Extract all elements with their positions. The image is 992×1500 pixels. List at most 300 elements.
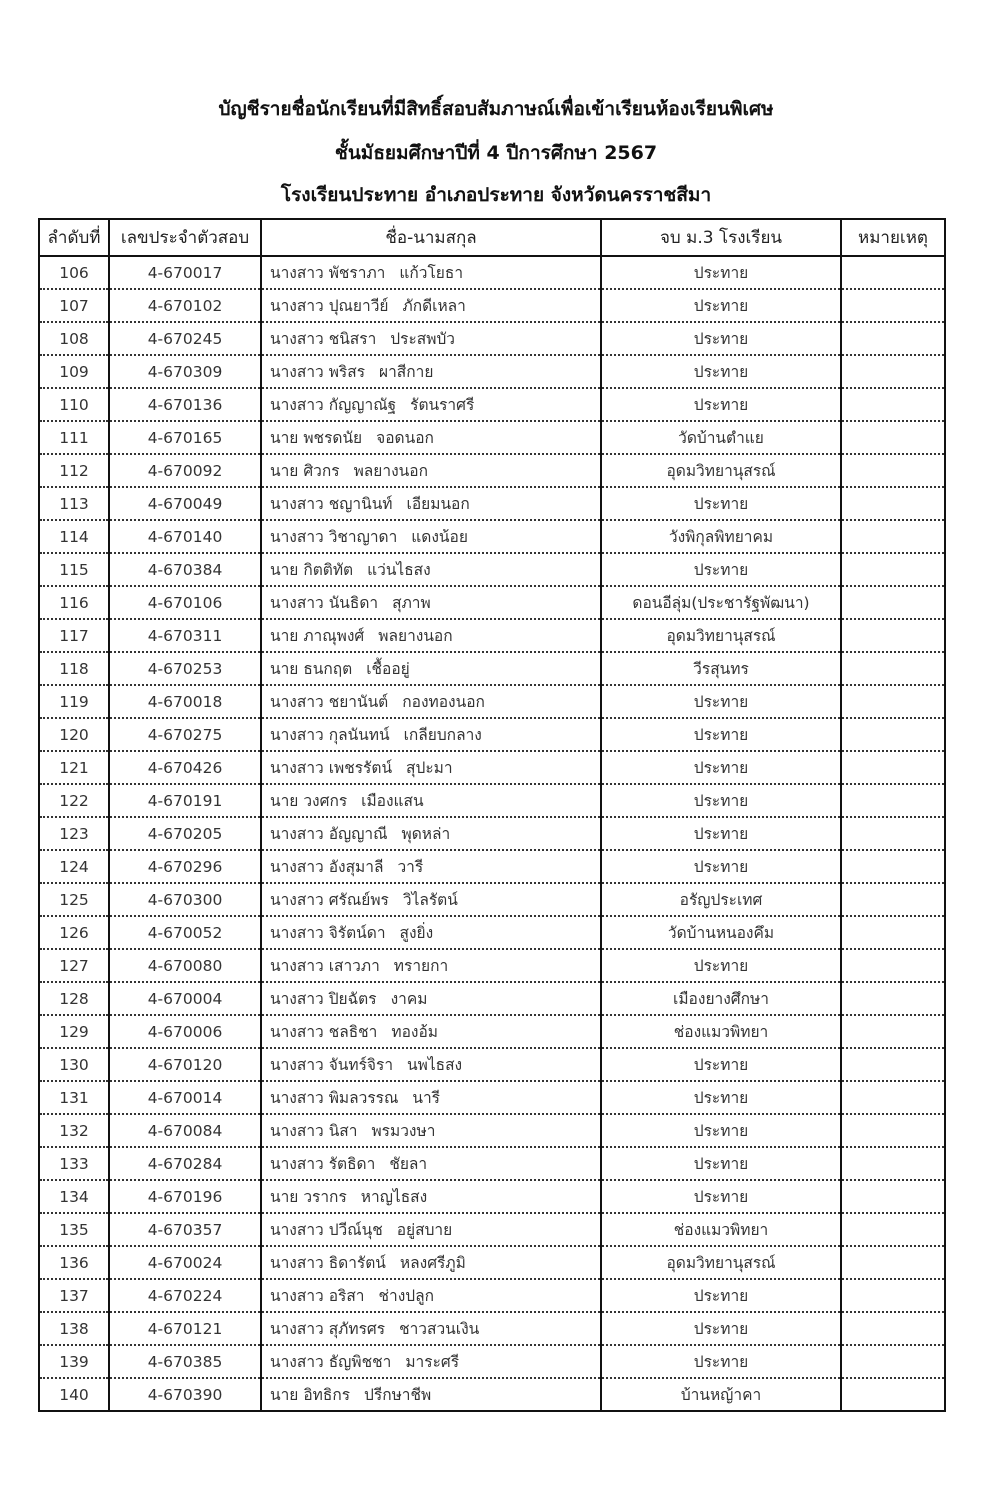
last-name: แดงน้อย bbox=[411, 528, 468, 546]
last-name: พุดหล่า bbox=[401, 825, 451, 843]
first-name: นันธิดา bbox=[328, 594, 379, 612]
name-prefix: นาย bbox=[270, 561, 299, 579]
order-no-cell: 121 bbox=[39, 751, 109, 784]
first-name: ธัญพิชชา bbox=[328, 1353, 392, 1371]
remarks-cell bbox=[841, 289, 945, 322]
last-name: ช่างปลูก bbox=[378, 1287, 435, 1305]
full-name-cell bbox=[261, 1147, 601, 1180]
exam-id-cell: 4-670006 bbox=[109, 1015, 261, 1048]
exam-id-cell: 4-670004 bbox=[109, 982, 261, 1015]
previous-school-cell: ประทาย bbox=[601, 784, 841, 817]
previous-school-cell: ประทาย bbox=[601, 322, 841, 355]
first-name: พชรดนัย bbox=[303, 429, 363, 447]
exam-id-cell: 4-670275 bbox=[109, 718, 261, 751]
remarks-cell bbox=[841, 586, 945, 619]
table-row bbox=[39, 553, 945, 586]
header-full-name: ชื่อ-นามสกุล bbox=[261, 219, 601, 256]
order-no-cell: 133 bbox=[39, 1147, 109, 1180]
exam-id-cell: 4-670017 bbox=[109, 256, 261, 289]
name-prefix: นางสาว bbox=[270, 1320, 324, 1338]
remarks-cell bbox=[841, 256, 945, 289]
remarks-cell bbox=[841, 520, 945, 553]
name-prefix: นางสาว bbox=[270, 1353, 324, 1371]
previous-school-cell: ประทาย bbox=[601, 487, 841, 520]
previous-school-cell: ช่องแมวพิทยา bbox=[601, 1015, 841, 1048]
exam-id-cell: 4-670120 bbox=[109, 1048, 261, 1081]
table-row bbox=[39, 454, 945, 487]
name-prefix: นางสาว bbox=[270, 528, 324, 546]
previous-school-cell: ประทาย bbox=[601, 553, 841, 586]
table-row bbox=[39, 586, 945, 619]
first-name: วิชาญาดา bbox=[328, 528, 398, 546]
exam-id-cell: 4-670092 bbox=[109, 454, 261, 487]
table-header-row bbox=[39, 219, 945, 256]
last-name: สูงยิ่ง bbox=[399, 924, 434, 942]
previous-school-cell: บ้านหญ้าคา bbox=[601, 1378, 841, 1411]
table-row bbox=[39, 652, 945, 685]
last-name: จอดนอก bbox=[376, 429, 434, 447]
order-no-cell: 119 bbox=[39, 685, 109, 718]
first-name: ชญานินท์ bbox=[328, 495, 393, 513]
order-no-cell: 107 bbox=[39, 289, 109, 322]
order-no-cell: 126 bbox=[39, 916, 109, 949]
last-name: แก้วโยธา bbox=[399, 264, 464, 282]
name-prefix: นางสาว bbox=[270, 330, 324, 348]
table-row bbox=[39, 1246, 945, 1279]
first-name: อริสา bbox=[328, 1287, 365, 1305]
order-no-cell: 138 bbox=[39, 1312, 109, 1345]
previous-school-cell: อรัญประเทศ bbox=[601, 883, 841, 916]
remarks-cell bbox=[841, 322, 945, 355]
first-name: พริสร bbox=[328, 363, 366, 381]
last-name: ผาสีกาย bbox=[379, 363, 434, 381]
table-row bbox=[39, 718, 945, 751]
last-name: นพไธสง bbox=[407, 1056, 463, 1074]
previous-school-cell: เมืองยางศึกษา bbox=[601, 982, 841, 1015]
table-row bbox=[39, 751, 945, 784]
last-name: ประสพบัว bbox=[390, 330, 456, 348]
header-exam-id: เลขประจำตัวสอบ bbox=[109, 219, 261, 256]
previous-school-cell: อุดมวิทยานุสรณ์ bbox=[601, 1246, 841, 1279]
previous-school-cell: ประทาย bbox=[601, 256, 841, 289]
order-no-cell: 139 bbox=[39, 1345, 109, 1378]
exam-id-cell: 4-670196 bbox=[109, 1180, 261, 1213]
table-row bbox=[39, 1147, 945, 1180]
full-name-cell bbox=[261, 817, 601, 850]
previous-school-cell: ประทาย bbox=[601, 850, 841, 883]
exam-id-cell: 4-670253 bbox=[109, 652, 261, 685]
first-name: ชยานันต์ bbox=[328, 693, 389, 711]
first-name: วงศกร bbox=[303, 792, 348, 810]
last-name: ทรายกา bbox=[393, 957, 449, 975]
table-row bbox=[39, 1180, 945, 1213]
name-prefix: นางสาว bbox=[270, 726, 324, 744]
first-name: ชลธิชา bbox=[328, 1023, 378, 1041]
previous-school-cell: วัดบ้านหนองคึม bbox=[601, 916, 841, 949]
exam-id-cell: 4-670284 bbox=[109, 1147, 261, 1180]
full-name-cell bbox=[261, 619, 601, 652]
order-no-cell: 112 bbox=[39, 454, 109, 487]
table-row bbox=[39, 1081, 945, 1114]
first-name: จันทร์จิรา bbox=[328, 1056, 394, 1074]
remarks-cell bbox=[841, 454, 945, 487]
remarks-cell bbox=[841, 619, 945, 652]
order-no-cell: 125 bbox=[39, 883, 109, 916]
order-no-cell: 110 bbox=[39, 388, 109, 421]
full-name-cell bbox=[261, 1180, 601, 1213]
name-prefix: นางสาว bbox=[270, 1056, 324, 1074]
full-name-cell bbox=[261, 421, 601, 454]
table-row bbox=[39, 487, 945, 520]
name-prefix: นางสาว bbox=[270, 495, 324, 513]
table-row bbox=[39, 1213, 945, 1246]
first-name: ศิวกร bbox=[303, 462, 340, 480]
last-name: วิไลรัตน์ bbox=[402, 891, 458, 909]
exam-id-cell: 4-670052 bbox=[109, 916, 261, 949]
full-name-cell bbox=[261, 586, 601, 619]
exam-id-cell: 4-670049 bbox=[109, 487, 261, 520]
full-name-cell bbox=[261, 355, 601, 388]
order-no-cell: 123 bbox=[39, 817, 109, 850]
full-name-cell bbox=[261, 1279, 601, 1312]
full-name-cell bbox=[261, 487, 601, 520]
last-name: อยู่สบาย bbox=[396, 1221, 453, 1239]
first-name: อัญญาณี bbox=[328, 825, 388, 843]
name-prefix: นางสาว bbox=[270, 759, 324, 777]
first-name: ธิดารัตน์ bbox=[328, 1254, 386, 1272]
order-no-cell: 129 bbox=[39, 1015, 109, 1048]
table-row bbox=[39, 685, 945, 718]
name-prefix: นางสาว bbox=[270, 396, 324, 414]
first-name: กิตติทัต bbox=[303, 561, 354, 579]
last-name: กองทองนอก bbox=[402, 693, 485, 711]
remarks-cell bbox=[841, 1180, 945, 1213]
previous-school-cell: อุดมวิทยานุสรณ์ bbox=[601, 454, 841, 487]
full-name-cell bbox=[261, 685, 601, 718]
previous-school-cell: ประทาย bbox=[601, 685, 841, 718]
previous-school-cell: ประทาย bbox=[601, 1345, 841, 1378]
remarks-cell bbox=[841, 1081, 945, 1114]
exam-id-cell: 4-670018 bbox=[109, 685, 261, 718]
previous-school-cell: วังพิกุลพิทยาคม bbox=[601, 520, 841, 553]
exam-id-cell: 4-670140 bbox=[109, 520, 261, 553]
exam-id-cell: 4-670136 bbox=[109, 388, 261, 421]
full-name-cell bbox=[261, 949, 601, 982]
first-name: ปิยฉัตร bbox=[328, 990, 377, 1008]
order-no-cell: 140 bbox=[39, 1378, 109, 1411]
order-no-cell: 128 bbox=[39, 982, 109, 1015]
exam-id-cell: 4-670014 bbox=[109, 1081, 261, 1114]
last-name: เอียมนอก bbox=[406, 495, 470, 513]
table-row bbox=[39, 916, 945, 949]
remarks-cell bbox=[841, 421, 945, 454]
header-order-no: ลำดับที่ bbox=[39, 219, 109, 256]
first-name: อิทธิกร bbox=[303, 1386, 351, 1404]
previous-school-cell: ช่องแมวพิทยา bbox=[601, 1213, 841, 1246]
order-no-cell: 124 bbox=[39, 850, 109, 883]
name-prefix: นาย bbox=[270, 1188, 299, 1206]
name-prefix: นาย bbox=[270, 429, 299, 447]
remarks-cell bbox=[841, 1312, 945, 1345]
previous-school-cell: ประทาย bbox=[601, 355, 841, 388]
table-row bbox=[39, 1345, 945, 1378]
name-prefix: นางสาว bbox=[270, 990, 324, 1008]
previous-school-cell: ประทาย bbox=[601, 1312, 841, 1345]
table-row bbox=[39, 949, 945, 982]
name-prefix: นางสาว bbox=[270, 693, 324, 711]
full-name-cell bbox=[261, 1246, 601, 1279]
remarks-cell bbox=[841, 355, 945, 388]
table-row bbox=[39, 1114, 945, 1147]
remarks-cell bbox=[841, 685, 945, 718]
table-row bbox=[39, 1312, 945, 1345]
name-prefix: นางสาว bbox=[270, 1089, 324, 1107]
remarks-cell bbox=[841, 1213, 945, 1246]
previous-school-cell: ประทาย bbox=[601, 1279, 841, 1312]
first-name: อังสุมาลี bbox=[328, 858, 384, 876]
remarks-cell bbox=[841, 388, 945, 421]
order-no-cell: 111 bbox=[39, 421, 109, 454]
previous-school-cell: ประทาย bbox=[601, 1114, 841, 1147]
name-prefix: นางสาว bbox=[270, 957, 324, 975]
previous-school-cell: ประทาย bbox=[601, 388, 841, 421]
exam-id-cell: 4-670224 bbox=[109, 1279, 261, 1312]
order-no-cell: 127 bbox=[39, 949, 109, 982]
table-row bbox=[39, 817, 945, 850]
first-name: วรากร bbox=[303, 1188, 347, 1206]
order-no-cell: 106 bbox=[39, 256, 109, 289]
remarks-cell bbox=[841, 1345, 945, 1378]
full-name-cell bbox=[261, 1015, 601, 1048]
remarks-cell bbox=[841, 652, 945, 685]
exam-id-cell: 4-670121 bbox=[109, 1312, 261, 1345]
remarks-cell bbox=[841, 1378, 945, 1411]
previous-school-cell: ประทาย bbox=[601, 1081, 841, 1114]
exam-id-cell: 4-670390 bbox=[109, 1378, 261, 1411]
name-prefix: นางสาว bbox=[270, 1287, 324, 1305]
remarks-cell bbox=[841, 883, 945, 916]
order-no-cell: 114 bbox=[39, 520, 109, 553]
exam-id-cell: 4-670080 bbox=[109, 949, 261, 982]
order-no-cell: 136 bbox=[39, 1246, 109, 1279]
name-prefix: นางสาว bbox=[270, 1155, 324, 1173]
previous-school-cell: ประทาย bbox=[601, 1048, 841, 1081]
last-name: เกลียบกลาง bbox=[403, 726, 482, 744]
first-name: กัญญาณัฐ bbox=[328, 396, 397, 414]
name-prefix: นาย bbox=[270, 462, 299, 480]
table-row bbox=[39, 784, 945, 817]
exam-id-cell: 4-670165 bbox=[109, 421, 261, 454]
table-row bbox=[39, 388, 945, 421]
previous-school-cell: วัดบ้านตำแย bbox=[601, 421, 841, 454]
table-row bbox=[39, 355, 945, 388]
name-prefix: นางสาว bbox=[270, 924, 324, 942]
table-row bbox=[39, 421, 945, 454]
first-name: พัชราภา bbox=[328, 264, 386, 282]
exam-id-cell: 4-670102 bbox=[109, 289, 261, 322]
last-name: หลงศรีภูมิ bbox=[399, 1254, 466, 1272]
last-name: พรมวงษา bbox=[371, 1122, 436, 1140]
exam-id-cell: 4-670384 bbox=[109, 553, 261, 586]
full-name-cell bbox=[261, 883, 601, 916]
order-no-cell: 135 bbox=[39, 1213, 109, 1246]
remarks-cell bbox=[841, 1114, 945, 1147]
exam-id-cell: 4-670300 bbox=[109, 883, 261, 916]
remarks-cell bbox=[841, 949, 945, 982]
name-prefix: นางสาว bbox=[270, 297, 324, 315]
remarks-cell bbox=[841, 1015, 945, 1048]
first-name: จิรัตน์ดา bbox=[328, 924, 386, 942]
name-prefix: นาย bbox=[270, 660, 299, 678]
last-name: สุภาพ bbox=[392, 594, 431, 612]
table-row bbox=[39, 1279, 945, 1312]
last-name: ชัยลา bbox=[389, 1155, 428, 1173]
remarks-cell bbox=[841, 850, 945, 883]
name-prefix: นางสาว bbox=[270, 825, 324, 843]
full-name-cell bbox=[261, 388, 601, 421]
remarks-cell bbox=[841, 1279, 945, 1312]
remarks-cell bbox=[841, 817, 945, 850]
full-name-cell bbox=[261, 1345, 601, 1378]
previous-school-cell: ประทาย bbox=[601, 289, 841, 322]
table-row bbox=[39, 520, 945, 553]
last-name: มาระศรี bbox=[405, 1353, 460, 1371]
name-prefix: นางสาว bbox=[270, 1122, 324, 1140]
full-name-cell bbox=[261, 916, 601, 949]
exam-id-cell: 4-670426 bbox=[109, 751, 261, 784]
first-name: ศรัณย์พร bbox=[328, 891, 389, 909]
previous-school-cell: ดอนอีลุ่ม(ประชารัฐพัฒนา) bbox=[601, 586, 841, 619]
exam-id-cell: 4-670309 bbox=[109, 355, 261, 388]
last-name: เชื้ออยู่ bbox=[366, 660, 410, 678]
header-remarks: หมายเหตุ bbox=[841, 219, 945, 256]
full-name-cell bbox=[261, 553, 601, 586]
previous-school-cell: ประทาย bbox=[601, 817, 841, 850]
full-name-cell bbox=[261, 718, 601, 751]
previous-school-cell: ประทาย bbox=[601, 1147, 841, 1180]
first-name: ปุณยาวีย์ bbox=[328, 297, 389, 315]
name-prefix: นางสาว bbox=[270, 594, 324, 612]
document-subtitle-grade-year: ชั้นมัธยมศึกษาปีที่ 4 ปีการศึกษา 2567 bbox=[334, 142, 658, 164]
order-no-cell: 120 bbox=[39, 718, 109, 751]
last-name: พลยางนอก bbox=[353, 462, 428, 480]
order-no-cell: 115 bbox=[39, 553, 109, 586]
table-body bbox=[39, 256, 945, 1411]
order-no-cell: 113 bbox=[39, 487, 109, 520]
first-name: สุภัทรศร bbox=[328, 1320, 386, 1338]
first-name: ภาณุพงศ์ bbox=[303, 627, 365, 645]
last-name: รัตนราศรี bbox=[410, 396, 475, 414]
full-name-cell bbox=[261, 1378, 601, 1411]
full-name-cell bbox=[261, 751, 601, 784]
name-prefix: นางสาว bbox=[270, 363, 324, 381]
order-no-cell: 118 bbox=[39, 652, 109, 685]
full-name-cell bbox=[261, 652, 601, 685]
document-subtitle-school: โรงเรียนประทาย อำเภอประทาย จังหวัดนครราชสีมา bbox=[280, 184, 712, 206]
full-name-cell bbox=[261, 256, 601, 289]
order-no-cell: 109 bbox=[39, 355, 109, 388]
table-row bbox=[39, 883, 945, 916]
table-row bbox=[39, 850, 945, 883]
full-name-cell bbox=[261, 982, 601, 1015]
exam-id-cell: 4-670385 bbox=[109, 1345, 261, 1378]
last-name: ชาวสวนเงิน bbox=[399, 1320, 480, 1338]
last-name: นารี bbox=[412, 1089, 440, 1107]
previous-school-cell: ประทาย bbox=[601, 1180, 841, 1213]
name-prefix: นาย bbox=[270, 627, 299, 645]
remarks-cell bbox=[841, 784, 945, 817]
name-prefix: นาย bbox=[270, 1386, 299, 1404]
table-row bbox=[39, 322, 945, 355]
exam-id-cell: 4-670311 bbox=[109, 619, 261, 652]
remarks-cell bbox=[841, 553, 945, 586]
first-name: พิมลวรรณ bbox=[328, 1089, 399, 1107]
exam-id-cell: 4-670357 bbox=[109, 1213, 261, 1246]
order-no-cell: 137 bbox=[39, 1279, 109, 1312]
first-name: ธนกฤต bbox=[303, 660, 353, 678]
table-row bbox=[39, 256, 945, 289]
full-name-cell bbox=[261, 1213, 601, 1246]
previous-school-cell: ประทาย bbox=[601, 718, 841, 751]
first-name: นิสา bbox=[328, 1122, 358, 1140]
full-name-cell bbox=[261, 784, 601, 817]
name-prefix: นาย bbox=[270, 792, 299, 810]
order-no-cell: 108 bbox=[39, 322, 109, 355]
previous-school-cell: อุดมวิทยานุสรณ์ bbox=[601, 619, 841, 652]
table-row bbox=[39, 619, 945, 652]
first-name: เพชรรัตน์ bbox=[328, 759, 393, 777]
last-name: สุปะมา bbox=[406, 759, 453, 777]
order-no-cell: 131 bbox=[39, 1081, 109, 1114]
name-prefix: นางสาว bbox=[270, 891, 324, 909]
table-row bbox=[39, 982, 945, 1015]
remarks-cell bbox=[841, 1147, 945, 1180]
name-prefix: นางสาว bbox=[270, 1023, 324, 1041]
order-no-cell: 132 bbox=[39, 1114, 109, 1147]
table-row bbox=[39, 289, 945, 322]
table-row bbox=[39, 1048, 945, 1081]
full-name-cell bbox=[261, 1312, 601, 1345]
full-name-cell bbox=[261, 289, 601, 322]
exam-id-cell: 4-670024 bbox=[109, 1246, 261, 1279]
full-name-cell bbox=[261, 454, 601, 487]
remarks-cell bbox=[841, 1048, 945, 1081]
full-name-cell bbox=[261, 1114, 601, 1147]
remarks-cell bbox=[841, 751, 945, 784]
previous-school-cell: ประทาย bbox=[601, 751, 841, 784]
remarks-cell bbox=[841, 487, 945, 520]
name-prefix: นางสาว bbox=[270, 1254, 324, 1272]
exam-id-cell: 4-670084 bbox=[109, 1114, 261, 1147]
name-prefix: นางสาว bbox=[270, 264, 324, 282]
name-prefix: นางสาว bbox=[270, 1221, 324, 1239]
document-title: บัญชีรายชื่อนักเรียนที่มีสิทธิ์สอบสัมภาษณ์เพื่อเข้าเรียนห้องเรียนพิเศษ bbox=[218, 98, 774, 120]
full-name-cell bbox=[261, 1081, 601, 1114]
order-no-cell: 122 bbox=[39, 784, 109, 817]
previous-school-cell: ประทาย bbox=[601, 949, 841, 982]
remarks-cell bbox=[841, 982, 945, 1015]
last-name: พลยางนอก bbox=[378, 627, 453, 645]
order-no-cell: 134 bbox=[39, 1180, 109, 1213]
last-name: เมืองแสน bbox=[361, 792, 424, 810]
exam-id-cell: 4-670191 bbox=[109, 784, 261, 817]
full-name-cell bbox=[261, 1048, 601, 1081]
remarks-cell bbox=[841, 1246, 945, 1279]
last-name: วารี bbox=[397, 858, 424, 876]
first-name: เสาวภา bbox=[328, 957, 380, 975]
name-prefix: นางสาว bbox=[270, 858, 324, 876]
last-name: งาคม bbox=[390, 990, 428, 1008]
